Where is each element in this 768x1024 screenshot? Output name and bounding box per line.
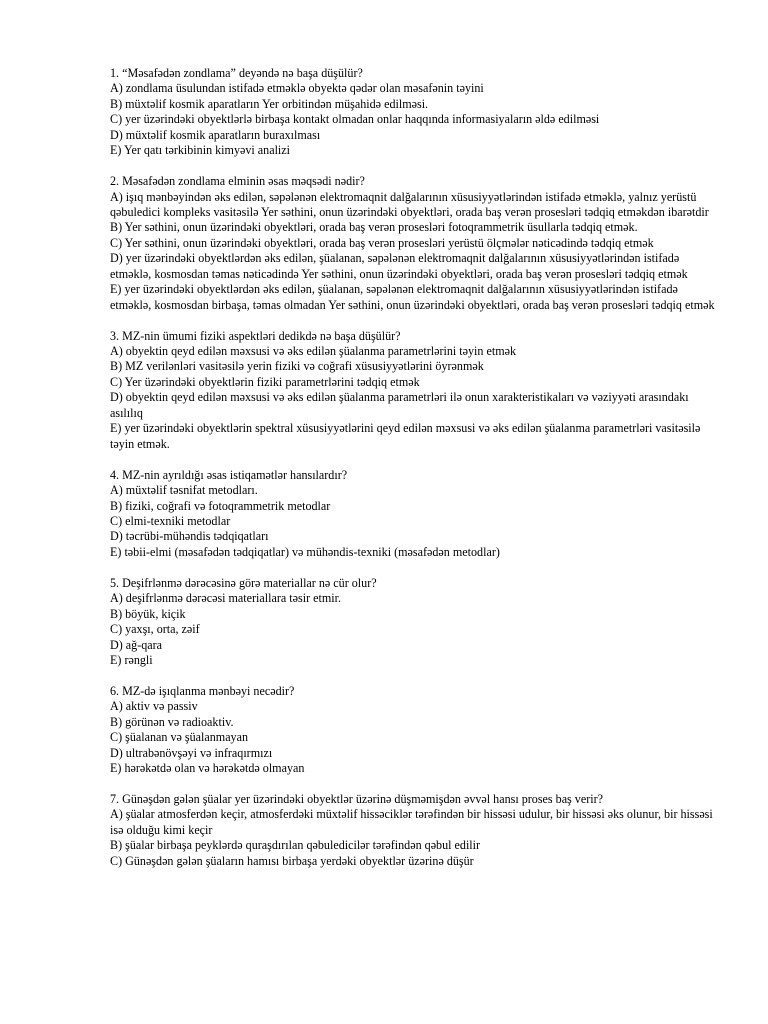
answer-option: D) təcrübi-mühəndis tədqiqatları <box>110 529 269 544</box>
answer-option: A) işıq mənbəyindən əks edilən, səpələnən elektromaqnit dalğalarının xüsusiyyətlərindən istifadə etməklə, yalnız yerüstü qəbuledici kompleks vasitəsilə Yer səthini, onun üzərindəki obyektləri, orada baş verən prosesləri tədqiq etməkdən ibarətdir <box>110 189 709 220</box>
question-block <box>110 684 720 777</box>
answer-option: D) obyektin qeyd edilən məxsusi və əks edilən şüalanma parametrləri ilə onun xarakteristikaları və vəziyyəti arasındakı asılılıq <box>110 390 689 420</box>
answer-option: B) şüalar birbaşa peyklərdə quraşdırılan qəbuledicilər tərəfindən qəbul edilir <box>110 838 481 853</box>
answer-option: D) ağ-qara <box>110 637 163 652</box>
answer-option: E) təbii-elmi (məsafədən tədqiqatlar) və mühəndis-texniki (məsafədən metodlar) <box>110 544 500 559</box>
answer-option: B) Yer səthini, onun üzərindəki obyektləri, orada baş verən prosesləri fotoqrammetrik üsullarla tədqiq etmək. <box>110 220 638 235</box>
answer-option: A) müxtəlif təsnifat metodları. <box>110 483 258 498</box>
question-block <box>110 329 720 453</box>
document-page <box>110 66 720 885</box>
question-text: 7. Günəşdən gələn şüalar yer üzərindəki obyektlər üzərinə düşməmişdən əvvəl hansı proses baş verir? <box>110 791 603 806</box>
answer-option: C) yer üzərindəki obyektlərlə birbaşa kontakt olmadan onlar haqqında informasiyaların əldə edilməsi <box>110 112 600 127</box>
answer-option: E) yer üzərindəki obyektlərdən əks edilən, şüalanan, səpələnən elektromaqnit dalğalarının xüsusiyyətlərindən istifadə etməklə, kosmosdan birbaşa, təmas olmadan Yer səthini, onun üzərindəki obyektləri, orada baş verən prosesləri tədqiq etmək <box>110 282 715 312</box>
answer-option: A) deşifrlənmə dərəcəsi materiallara təsir etmir. <box>110 591 342 606</box>
answer-option: D) ultrabənövşəyi və infraqırmızı <box>110 745 273 760</box>
answer-option: A) aktiv və passiv <box>110 699 198 714</box>
answer-option: C) Yer üzərindəki obyektlərin fiziki parametrlərini tədqiq etmək <box>110 374 420 389</box>
question-text: 4. MZ-nin ayrıldığı əsas istiqamətlər hansılardır? <box>110 467 348 482</box>
question-block <box>110 66 720 159</box>
answer-option: C) yaxşı, orta, zəif <box>110 622 200 637</box>
answer-option: C) Günəşdən gələn şüaların hamısı birbaşa yerdəki obyektlər üzərinə düşür <box>110 853 474 868</box>
answer-option: A) şüalar atmosferdən keçir, atmosferdəki müxtəlif hissəciklər tərəfindən bir hissəsi udulur, bir hissəsi əks olunur, bir hissəsi isə olduğu kimi keçir <box>110 807 713 837</box>
question-text: 5. Deşifrlənmə dərəcəsinə görə materiallar nə cür olur? <box>110 575 377 590</box>
question-text: 1. “Məsafədən zondlama” deyəndə nə başa düşülür? <box>110 66 363 80</box>
question-block <box>110 792 720 869</box>
question-block <box>110 576 720 669</box>
question-text: 6. MZ-də işıqlanma mənbəyi necədir? <box>110 683 295 698</box>
answer-option: C) şüalanan və şüalanmayan <box>110 730 249 745</box>
question-text: 3. MZ-nin ümumi fiziki aspektləri dedikdə nə başa düşülür? <box>110 328 401 343</box>
question-block <box>110 468 720 561</box>
answer-option: D) müxtəlif kosmik aparatların buraxılması <box>110 127 321 142</box>
answer-option: B) müxtəlif kosmik aparatların Yer orbitindən müşahidə edilməsi. <box>110 96 429 111</box>
answer-option: E) Yer qatı tərkibinin kimyəvi analizi <box>110 143 291 158</box>
question-text: 2. Məsafədən zondlama elminin əsas məqsədi nədir? <box>110 174 365 189</box>
answer-option: B) fiziki, coğrafi və fotoqrammetrik metodlar <box>110 498 331 513</box>
answer-option: C) elmi-texniki metodlar <box>110 513 231 528</box>
answer-option: D) yer üzərindəki obyektlərdən əks edilən, şüalanan, səpələnən elektromaqnit dalğalarının xüsusiyyətlərindən istifadə etməklə, kosmosdan təmas nəticədində Yer səthini, onun üzərindəki obyektləri, orada baş verən prosesləri tədqiq etmək <box>110 251 688 281</box>
answer-option: A) obyektin qeyd edilən məxsusi və əks edilən şüalanma parametrlərini təyin etmək <box>110 344 517 359</box>
answer-option: E) hərəkətdə olan və hərəkətdə olmayan <box>110 761 305 776</box>
answer-option: B) MZ verilənləri vasitəsilə yerin fiziki və coğrafi xüsusiyyətlərini öyrənmək <box>110 359 484 374</box>
question-block <box>110 174 720 313</box>
answer-option: E) yer üzərindəki obyektlərin spektral xüsusiyyətlərini qeyd edilən məxsusi və əks edilən şüalanma parametrləri vasitəsilə təyin etmək. <box>110 421 701 451</box>
answer-option: B) böyük, kiçik <box>110 606 186 621</box>
answer-option: B) görünən və radioaktiv. <box>110 714 234 729</box>
answer-option: A) zondlama üsulundan istifadə etməklə obyektə qədər olan məsafənin təyini <box>110 81 484 96</box>
answer-option: E) rəngli <box>110 652 153 667</box>
answer-option: C) Yer səthini, onun üzərindəki obyektləri, orada baş verən prosesləri yerüstü ölçmələr nəticədində tədqiq etmək <box>110 235 654 250</box>
